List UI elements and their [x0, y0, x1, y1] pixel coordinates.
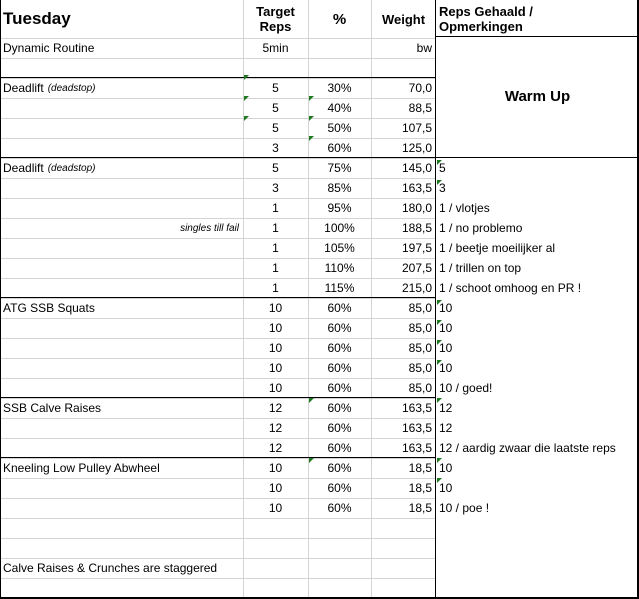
exercise-name-cell[interactable]: [0, 558, 243, 578]
exercise-name: Deadlift: [3, 161, 44, 175]
percent-cell[interactable]: 60%: [327, 421, 352, 435]
weight-cell[interactable]: 163,5: [401, 181, 432, 195]
target-reps-cell[interactable]: 3: [272, 181, 279, 195]
target-reps-cell[interactable]: [243, 538, 308, 558]
exercise-name: Deadlift: [3, 81, 44, 95]
result-cell[interactable]: 1 / trillen on top: [439, 261, 522, 275]
target-reps-cell[interactable]: 10: [268, 501, 283, 515]
target-reps-cell[interactable]: 5min: [262, 41, 289, 55]
section-border: [0, 457, 436, 458]
comment-marker-icon[interactable]: [437, 360, 442, 365]
target-reps-cell[interactable]: 1: [272, 221, 279, 235]
weight-cell[interactable]: 215,0: [401, 281, 432, 295]
result-cell[interactable]: [436, 138, 639, 158]
exercise-name-cell[interactable]: [0, 458, 243, 478]
weight-cell[interactable]: 180,0: [401, 201, 432, 215]
comment-marker-icon[interactable]: [309, 136, 314, 141]
result-cell[interactable]: 3: [439, 181, 446, 195]
percent-cell[interactable]: 30%: [327, 81, 352, 95]
result-cell[interactable]: 10: [439, 461, 453, 475]
exercise-name: Dynamic Routine: [3, 41, 95, 55]
result-cell[interactable]: [436, 98, 639, 118]
weight-cell[interactable]: 207,5: [401, 261, 432, 275]
exercise-name-cell[interactable]: [0, 378, 243, 398]
comment-marker-icon[interactable]: [309, 116, 314, 121]
comment-marker-icon[interactable]: [244, 75, 249, 80]
weight-cell[interactable]: 85,0: [408, 321, 432, 335]
weight-cell[interactable]: 85,0: [408, 301, 432, 315]
result-cell[interactable]: [436, 58, 639, 78]
weight-cell[interactable]: 70,0: [408, 81, 432, 95]
percent-cell[interactable]: 60%: [327, 501, 352, 515]
section-border: [0, 77, 436, 78]
target-reps-cell[interactable]: 1: [272, 261, 279, 275]
exercise-name-cell[interactable]: [0, 278, 243, 298]
notes-header[interactable]: Reps Gehaald / Opmerkingen: [439, 4, 533, 34]
weight-cell[interactable]: [371, 558, 436, 578]
target-reps-cell[interactable]: 1: [272, 281, 279, 295]
percent-cell[interactable]: 60%: [327, 141, 352, 155]
result-cell[interactable]: 12: [439, 401, 453, 415]
result-cell[interactable]: [436, 118, 639, 138]
target-reps-cell[interactable]: [243, 518, 308, 538]
weight-cell[interactable]: 18,5: [408, 481, 432, 495]
comment-marker-icon[interactable]: [437, 478, 442, 483]
result-cell[interactable]: [436, 538, 639, 558]
result-cell[interactable]: 1 / vlotjes: [439, 201, 490, 215]
col-gridline: [243, 0, 244, 599]
exercise-name: Kneeling Low Pulley Abwheel: [3, 461, 160, 475]
exercise-name-cell[interactable]: [0, 298, 243, 318]
target-reps-cell[interactable]: 10: [268, 381, 283, 395]
comment-marker-icon[interactable]: [437, 458, 442, 463]
target-reps-cell[interactable]: 10: [268, 461, 283, 475]
percent-cell[interactable]: [308, 518, 371, 538]
day-title[interactable]: Tuesday: [3, 9, 71, 28]
result-cell[interactable]: [436, 558, 639, 578]
exercise-name-cell[interactable]: [0, 38, 243, 58]
result-cell[interactable]: 12 / aardig zwaar die laatste reps: [439, 441, 616, 455]
section-border: [0, 297, 436, 298]
comment-marker-icon[interactable]: [244, 116, 249, 121]
percent-cell[interactable]: 60%: [327, 461, 352, 475]
col-gridline: [371, 0, 372, 599]
exercise-name-cell[interactable]: [0, 338, 243, 358]
percent-cell[interactable]: 75%: [327, 161, 352, 175]
comment-marker-icon[interactable]: [244, 96, 249, 101]
target-reps-cell[interactable]: 5: [272, 121, 279, 135]
result-cell[interactable]: 1 / no problemo: [439, 221, 523, 235]
result-cell[interactable]: [436, 578, 639, 598]
percent-cell[interactable]: 100%: [324, 221, 355, 235]
section-border: [0, 397, 436, 398]
weight-cell[interactable]: 197,5: [401, 241, 432, 255]
percent-cell[interactable]: 60%: [327, 341, 352, 355]
exercise-name: ATG SSB Squats: [3, 301, 95, 315]
exercise-qualifier: (deadstop): [47, 162, 96, 174]
weight-cell[interactable]: 85,0: [408, 361, 432, 375]
weight-cell[interactable]: 18,5: [408, 461, 432, 475]
exercise-name-cell[interactable]: [0, 78, 243, 98]
target-reps-cell[interactable]: 1: [272, 201, 279, 215]
percent-cell[interactable]: [308, 38, 371, 58]
exercise-name-cell[interactable]: [0, 478, 243, 498]
result-cell[interactable]: 10: [439, 481, 453, 495]
weight-cell[interactable]: 163,5: [401, 401, 432, 415]
target-reps-cell[interactable]: 1: [272, 241, 279, 255]
exercise-name-cell[interactable]: [0, 358, 243, 378]
target-reps-cell[interactable]: [243, 558, 308, 578]
percent-cell[interactable]: 115%: [324, 281, 355, 295]
target-reps-cell[interactable]: 12: [268, 441, 283, 455]
exercise-name-cell[interactable]: [0, 258, 243, 278]
exercise-name-cell[interactable]: [0, 238, 243, 258]
target-reps-cell[interactable]: 5: [272, 101, 279, 115]
section-border: [0, 157, 436, 158]
percent-cell[interactable]: 60%: [327, 401, 352, 415]
percent-cell[interactable]: [308, 538, 371, 558]
comment-marker-icon[interactable]: [437, 398, 442, 403]
weight-cell[interactable]: 85,0: [408, 381, 432, 395]
section-border: [436, 157, 639, 158]
exercise-name-cell[interactable]: [0, 58, 243, 78]
exercise-name-cell[interactable]: [0, 438, 243, 458]
target-reps-cell[interactable]: 5: [272, 161, 279, 175]
exercise-name-cell[interactable]: [0, 538, 243, 558]
comment-marker-icon[interactable]: [309, 458, 314, 463]
weight-cell[interactable]: 163,5: [401, 421, 432, 435]
percent-cell[interactable]: 60%: [327, 441, 352, 455]
result-cell[interactable]: 10 / goed!: [439, 381, 493, 395]
percent-cell[interactable]: 60%: [327, 301, 352, 315]
col-gridline: [308, 0, 309, 599]
warmup-note[interactable]: Warm Up: [504, 88, 571, 105]
row-side-note: singles till fail: [180, 222, 239, 234]
exercise-name: SSB Calve Raises: [3, 401, 102, 415]
exercise-name-cell[interactable]: [0, 198, 243, 218]
percent-cell[interactable]: 60%: [327, 481, 352, 495]
target-reps-cell[interactable]: 3: [272, 141, 279, 155]
exercise-name-cell[interactable]: [0, 138, 243, 158]
weight-cell[interactable]: [371, 538, 436, 558]
result-cell[interactable]: 10 / poe !: [439, 501, 490, 515]
percent-header[interactable]: %: [332, 10, 347, 28]
percent-cell[interactable]: 50%: [327, 121, 352, 135]
result-cell[interactable]: 10: [439, 341, 453, 355]
notes-column-border: [435, 0, 436, 599]
target-reps-cell[interactable]: 10: [268, 341, 283, 355]
target-reps-cell[interactable]: 5: [272, 81, 279, 95]
weight-cell[interactable]: 18,5: [408, 501, 432, 515]
result-cell[interactable]: 12: [439, 421, 453, 435]
result-cell[interactable]: 5: [439, 161, 446, 175]
comment-marker-icon[interactable]: [309, 96, 314, 101]
exercise-name-cell[interactable]: [0, 518, 243, 538]
target-reps-cell[interactable]: 10: [268, 321, 283, 335]
exercise-name-cell[interactable]: [0, 578, 243, 598]
percent-cell[interactable]: 85%: [327, 181, 352, 195]
weight-header[interactable]: Weight: [381, 11, 426, 27]
percent-cell[interactable]: [308, 578, 371, 598]
notes-header-border: [436, 36, 639, 37]
percent-cell[interactable]: 40%: [327, 101, 352, 115]
exercise-name-cell[interactable]: [0, 418, 243, 438]
percent-cell[interactable]: 105%: [324, 241, 355, 255]
weight-cell[interactable]: [371, 518, 436, 538]
target-reps-cell[interactable]: 12: [268, 421, 283, 435]
percent-cell[interactable]: 110%: [324, 261, 355, 275]
percent-cell[interactable]: [308, 558, 371, 578]
exercise-name-cell[interactable]: [0, 318, 243, 338]
weight-cell[interactable]: [371, 58, 436, 78]
percent-cell[interactable]: [308, 58, 371, 78]
result-cell[interactable]: 1 / beetje moeilijker al: [439, 241, 556, 255]
comment-marker-icon[interactable]: [437, 320, 442, 325]
target-reps-cell[interactable]: 10: [268, 481, 283, 495]
percent-cell[interactable]: 95%: [327, 201, 352, 215]
target-reps-cell[interactable]: 12: [268, 401, 283, 415]
percent-cell[interactable]: 60%: [327, 361, 352, 375]
weight-cell[interactable]: [371, 578, 436, 598]
result-cell[interactable]: 10: [439, 321, 453, 335]
exercise-name-cell[interactable]: [0, 498, 243, 518]
comment-marker-icon[interactable]: [309, 398, 314, 403]
exercise-name-cell[interactable]: [0, 98, 243, 118]
result-cell[interactable]: [436, 38, 639, 58]
weight-cell[interactable]: bw: [416, 41, 432, 55]
result-cell[interactable]: [436, 518, 639, 538]
weight-cell[interactable]: 145,0: [401, 161, 432, 175]
comment-marker-icon[interactable]: [437, 180, 442, 185]
result-cell[interactable]: 1 / schoot omhoog en PR !: [439, 281, 582, 295]
percent-cell[interactable]: 60%: [327, 381, 352, 395]
comment-marker-icon[interactable]: [437, 160, 442, 165]
weight-cell[interactable]: 125,0: [401, 141, 432, 155]
target-reps-cell[interactable]: [243, 58, 308, 78]
comment-marker-icon[interactable]: [437, 300, 442, 305]
target-reps-header[interactable]: Target Reps: [256, 4, 295, 34]
weight-cell[interactable]: 188,5: [401, 221, 432, 235]
weight-cell[interactable]: 88,5: [408, 101, 432, 115]
weight-cell[interactable]: 107,5: [401, 121, 432, 135]
left-border: [0, 0, 1, 599]
comment-marker-icon[interactable]: [437, 340, 442, 345]
result-cell[interactable]: 10: [439, 361, 453, 375]
exercise-name-cell[interactable]: [0, 178, 243, 198]
exercise-name-cell[interactable]: [0, 398, 243, 418]
percent-cell[interactable]: 60%: [327, 321, 352, 335]
result-cell[interactable]: [436, 78, 639, 98]
exercise-name-cell[interactable]: [0, 158, 243, 178]
weight-cell[interactable]: 163,5: [401, 441, 432, 455]
exercise-qualifier: (deadstop): [47, 82, 96, 94]
target-reps-cell[interactable]: [243, 578, 308, 598]
exercise-name: Calve Raises & Crunches are staggered: [3, 561, 218, 575]
target-reps-cell[interactable]: 10: [268, 301, 283, 315]
target-reps-cell[interactable]: 10: [268, 361, 283, 375]
exercise-name-cell[interactable]: [0, 118, 243, 138]
result-cell[interactable]: 10: [439, 301, 453, 315]
weight-cell[interactable]: 85,0: [408, 341, 432, 355]
